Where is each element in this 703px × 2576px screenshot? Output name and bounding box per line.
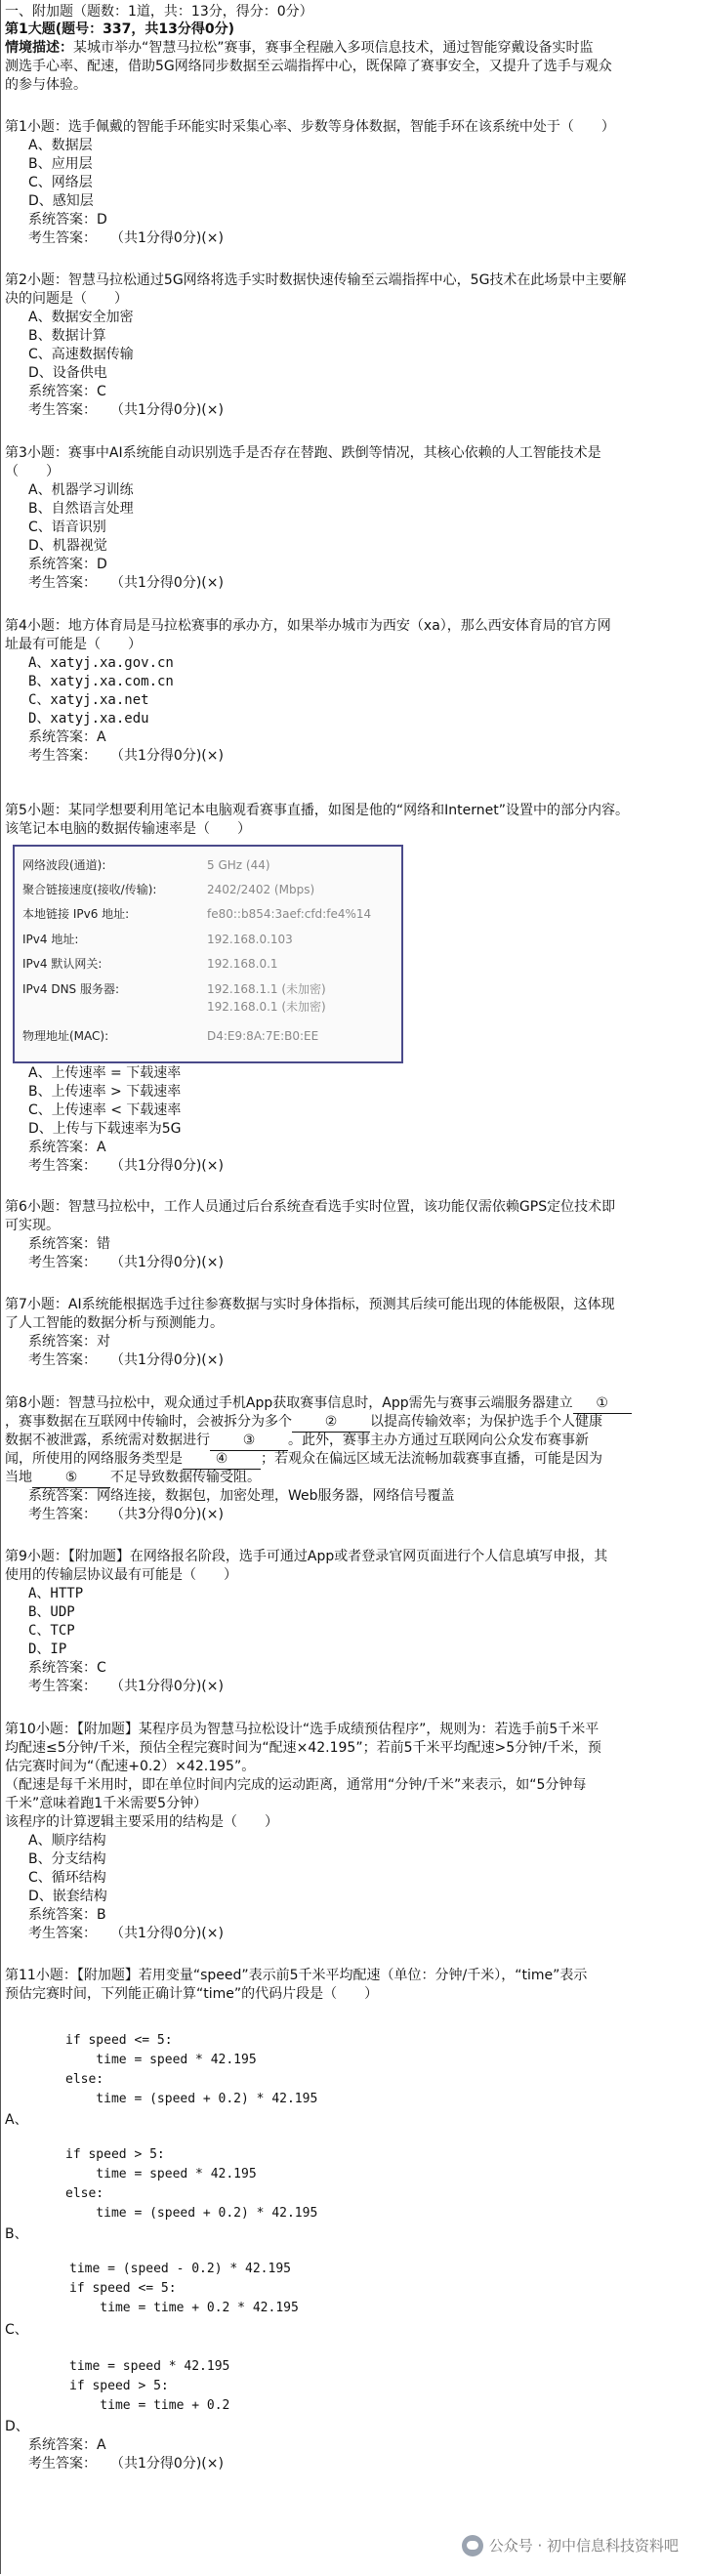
q2-option-d: D、设备供电 — [28, 365, 107, 381]
q10-student-answer: 考生答案： （共1分得0分)(×) — [28, 1926, 224, 1941]
q1-option-d: D、感知层 — [28, 193, 94, 209]
q8-text: 。此外，赛事主办方通过互联网向公众发布赛事新 — [288, 1433, 589, 1448]
net-value-dns-2: 192.168.0.1 (未加密) — [207, 1000, 326, 1014]
net-label-mac: 物理地址(MAC): — [22, 1029, 109, 1043]
net-value-ipv4: 192.168.0.103 — [207, 933, 293, 946]
q11-option-c: C、 — [5, 2322, 28, 2338]
q9-student-answer: 考生答案： （共1分得0分)(×) — [28, 1679, 224, 1694]
q9-option-c: C、TCP — [28, 1623, 75, 1639]
q4-option-b: B、xatyj.xa.com.cn — [28, 674, 174, 689]
q3-option-a: A、机器学习训练 — [28, 482, 134, 498]
q11-stem-2: 预估完赛时间，下列能正确计算“time”的代码片段是（ ） — [5, 1986, 379, 2002]
blank-3: ③ — [210, 1432, 288, 1451]
net-label-dns: IPv4 DNS 服务器: — [22, 982, 120, 996]
q9-stem-1: 第9小题：【附加题】在网络报名阶段，选手可通过App或者登录官网页面进行个人信息填写申报，其 — [5, 1549, 608, 1564]
q3-option-d: D、机器视觉 — [28, 538, 107, 554]
q4-student-answer: 考生答案： （共1分得0分)(×) — [28, 748, 224, 764]
section-heading: 一、附加题（题数：1道，共：13分，得分：0分） — [5, 4, 313, 20]
scenario-text-1: 某城市举办“智慧马拉松”赛事，赛事全程融入多项信息技术，通过智能穿戴设备实时监 — [73, 40, 594, 56]
q5-option-d: D、上传与下载速率为5G — [28, 1121, 182, 1137]
page-title: 第1大题(题号：337，共13分得0分) — [5, 21, 234, 37]
watermark-text: 公众号 · 初中信息科技资料吧 — [488, 2536, 679, 2555]
q10-stem-2: 均配速≤5分钟/千米，预估全程完赛时间为“配速×42.195”；若前5千米平均配速>5分钟/千米，预 — [5, 1740, 601, 1756]
q7-system-answer: 系统答案：对 — [28, 1334, 110, 1350]
q2-student-answer: 考生答案： （共1分得0分)(×) — [28, 402, 224, 418]
q5-student-answer: 考生答案： （共1分得0分)(×) — [28, 1158, 224, 1174]
q1-option-a: A、数据层 — [28, 138, 93, 153]
q3-stem-2: （ ） — [5, 464, 60, 479]
q8-text: ；若观众在偏远区域无法流畅加载赛事直播，可能是因为 — [261, 1451, 602, 1467]
q5-option-a: A、上传速率 = 下载速率 — [28, 1065, 182, 1081]
q2-option-b: B、数据计算 — [28, 328, 106, 344]
q8-text: 第8小题：智慧马拉松中，观众通过手机App获取赛事信息时，App需先与赛事云端服务器建立 — [5, 1395, 573, 1411]
blank-4: ④ — [183, 1450, 261, 1470]
net-value-dns-1: 192.168.1.1 (未加密) — [207, 982, 326, 996]
net-label-ipv4: IPv4 地址: — [22, 933, 79, 946]
q8-text: ，赛事数据在互联网中传输时，会被拆分为多个 — [5, 1414, 292, 1430]
q1-option-c: C、网络层 — [28, 175, 93, 190]
q6-stem-2: 可实现。 — [5, 1218, 60, 1233]
scenario-line-1 — [5, 39, 698, 58]
q2-option-a: A、数据安全加密 — [28, 310, 134, 325]
q1-option-b: B、应用层 — [28, 156, 93, 172]
q1-stem: 第1小题：选手佩戴的智能手环能实时采集心率、步数等身体数据，智能手环在该系统中处于（ ） — [5, 119, 615, 135]
code-block-d: time = speed * 42.195 if speed > 5: time = time + 0.2 — [69, 2359, 230, 2413]
q2-stem-1: 第2小题：智慧马拉松通过5G网络将选手实时数据快速传输至云端指挥中心，5G技术在此场景中主要解 — [5, 272, 627, 288]
net-value-speed: 2402/2402 (Mbps) — [207, 883, 315, 896]
q5-stem-2: 该笔记本电脑的数据传输速率是（ ） — [5, 821, 251, 837]
q3-option-b: B、自然语言处理 — [28, 501, 134, 517]
q10-stem-3: 估完赛时间为“（配速+0.2）×42.195”。 — [5, 1759, 256, 1774]
q5-option-b: B、上传速率 > 下载速率 — [28, 1084, 182, 1100]
q10-system-answer: 系统答案：B — [28, 1907, 106, 1923]
q8-line-5 — [5, 1469, 698, 1488]
q4-option-c: C、xatyj.xa.net — [28, 692, 149, 708]
q6-stem-1: 第6小题：智慧马拉松中，工作人员通过后台系统查看选手实时位置，该功能仅需依赖GPS定位技术即 — [5, 1199, 616, 1215]
q8-line-4 — [5, 1450, 698, 1470]
q7-student-answer: 考生答案： （共1分得0分)(×) — [28, 1352, 224, 1368]
q9-option-d: D、IP — [28, 1641, 67, 1657]
q3-system-answer: 系统答案：D — [28, 557, 107, 572]
q4-system-answer: 系统答案：A — [28, 729, 106, 745]
q11-option-b: B、 — [5, 2226, 28, 2242]
scenario-line-2: 测选手心率、配速，借助5G网络同步数据至云端指挥中心，既保障了赛事安全，又提升了选手与观众 — [5, 59, 612, 74]
q6-system-answer: 系统答案：错 — [28, 1236, 110, 1252]
q3-student-answer: 考生答案： （共1分得0分)(×) — [28, 575, 224, 591]
q10-stem-5: 千米”意味着跑1千米需要5分钟） — [5, 1796, 208, 1811]
code-block-b: if speed > 5: time = speed * 42.195 else: time = (speed + 0.2) * 42.195 — [65, 2147, 318, 2221]
q3-option-c: C、语音识别 — [28, 519, 106, 535]
q8-text: 数据不被泄露，系统需对数据进行 — [5, 1433, 210, 1448]
q5-stem-1: 第5小题：某同学想要利用笔记本电脑观看赛事直播，如图是他的“网络和Internet”设置中的部分内容。 — [5, 803, 630, 818]
scenario-label: 情境描述： — [5, 40, 73, 56]
q4-option-d: D、xatyj.xa.edu — [28, 711, 149, 727]
q10-option-a: A、顺序结构 — [28, 1833, 106, 1849]
q10-stem-1: 第10小题：【附加题】某程序员为智慧马拉松设计“选手成绩预估程序”，规则为：若选手前5千米平 — [5, 1722, 600, 1737]
wechat-icon — [462, 2535, 483, 2556]
net-value-mac: D4:E9:8A:7E:B0:EE — [207, 1029, 319, 1043]
q11-stem-1: 第11小题：【附加题】若用变量“speed”表示前5千米平均配速（单位：分钟/千米），“time”表示 — [5, 1968, 588, 1983]
q3-stem-1: 第3小题：赛事中AI系统能自动识别选手是否存在替跑、跌倒等情况，其核心依赖的人工智能技术是 — [5, 445, 601, 461]
q11-option-d: D、 — [5, 2419, 29, 2434]
net-label-gateway: IPv4 默认网关: — [22, 957, 103, 971]
q10-stem-4: （配速是每千米用时，即在单位时间内完成的运动距离，通常用“分钟/千米”来表示，如“5分钟每 — [5, 1777, 587, 1793]
net-value-ipv6: fe80::b854:3aef:cfd:fe4%14 — [207, 907, 372, 921]
q10-option-b: B、分支结构 — [28, 1851, 106, 1867]
q4-stem-2: 址最有可能是（ ） — [5, 637, 142, 652]
blank-1: ① — [573, 1394, 632, 1414]
q9-option-b: B、UDP — [28, 1604, 75, 1620]
q8-line-2 — [5, 1413, 698, 1433]
q1-system-answer: 系统答案：D — [28, 212, 107, 228]
q2-option-c: C、高速数据传输 — [28, 347, 134, 362]
q10-option-c: C、循环结构 — [28, 1870, 106, 1886]
net-value-band: 5 GHz (44) — [207, 858, 270, 872]
q6-student-answer: 考生答案： （共1分得0分)(×) — [28, 1255, 224, 1270]
q8-student-answer: 考生答案： （共3分得0分)(×) — [28, 1507, 224, 1522]
net-value-gateway: 192.168.0.1 — [207, 957, 278, 971]
q8-text: 不足导致数据传输受阻。 — [110, 1470, 261, 1485]
blank-5: ⑤ — [32, 1469, 110, 1488]
q8-text: 当地 — [5, 1470, 32, 1485]
q5-system-answer: 系统答案：A — [28, 1140, 106, 1155]
q4-option-a: A、xatyj.xa.gov.cn — [28, 655, 174, 671]
net-label-band: 网络波段(通道): — [22, 858, 106, 872]
q11-option-a: A、 — [5, 2112, 28, 2128]
q9-system-answer: 系统答案：C — [28, 1660, 106, 1676]
q4-stem-1: 第4小题：地方体育局是马拉松赛事的承办方，如果举办城市为西安（xa），那么西安体育局的官方网 — [5, 618, 611, 634]
q2-system-answer: 系统答案：C — [28, 384, 106, 399]
scenario-line-3: 的参与体验。 — [5, 77, 87, 93]
net-label-ipv6: 本地链接 IPv6 地址: — [22, 907, 130, 921]
blank-2: ② — [292, 1413, 370, 1433]
network-properties-panel — [13, 845, 403, 1063]
q11-student-answer: 考生答案： （共1分得0分)(×) — [28, 2456, 224, 2472]
q5-option-c: C、上传速率 < 下载速率 — [28, 1102, 182, 1118]
code-block-c: time = (speed - 0.2) * 42.195 if speed <= 5: time = time + 0.2 * 42.195 — [69, 2262, 299, 2315]
q11-system-answer: 系统答案：A — [28, 2437, 106, 2453]
q10-stem-6: 该程序的计算逻辑主要采用的结构是（ ） — [5, 1814, 278, 1830]
watermark — [462, 2535, 679, 2556]
q8-text: 闻，所使用的网络服务类型是 — [5, 1451, 183, 1467]
q8-system-answer: 系统答案：网络连接，数据包，加密处理，Web服务器，网络信号覆盖 — [28, 1488, 455, 1504]
q7-stem-2: 了人工智能的数据分析与预测能力。 — [5, 1315, 224, 1331]
code-block-a: if speed <= 5: time = speed * 42.195 else: time = (speed + 0.2) * 42.195 — [65, 2033, 318, 2106]
q7-stem-1: 第7小题：AI系统能根据选手过往参赛数据与实时身体指标，预测其后续可能出现的体能极限，这体现 — [5, 1297, 615, 1312]
q2-stem-2: 决的问题是（ ） — [5, 291, 128, 307]
q8-text: 以提高传输效率；为保护选手个人健康 — [370, 1414, 602, 1430]
q10-option-d: D、嵌套结构 — [28, 1889, 107, 1904]
q9-stem-2: 使用的传输层协议最有可能是（ ） — [5, 1567, 237, 1583]
q1-student-answer: 考生答案： （共1分得0分)(×) — [28, 230, 224, 246]
q9-option-a: A、HTTP — [28, 1586, 84, 1601]
q8-line-1 — [5, 1394, 698, 1414]
q8-line-3 — [5, 1432, 698, 1451]
net-label-speed: 聚合链接速度(接收/传输): — [22, 883, 157, 896]
